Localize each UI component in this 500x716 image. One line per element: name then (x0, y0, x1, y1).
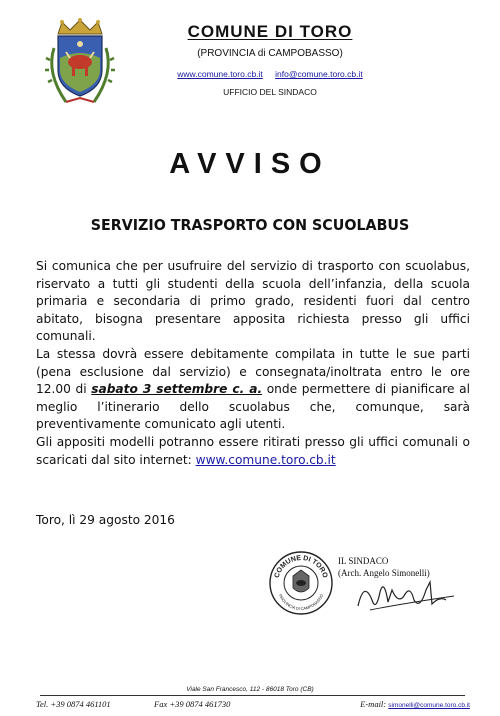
province: (PROVINCIA di CAMPOBASSO) (197, 48, 343, 59)
paragraph-1: Si comunica che per usufruire del servizio di trasporto con scuolabus, riservato a tutti gli studenti della scuola dell’infanzia, della scuola primaria e secondaria di primo grado, residenti fuori dal centro abitato, bisogna presentare apposita richiesta presso gli uffici comunali. (36, 259, 470, 344)
footer-email-link[interactable]: simonelli@comune.toro.cb.it (388, 702, 470, 709)
notice-title: AVVISO (169, 148, 331, 180)
date-line: Toro, lì 29 agosto 2016 (36, 513, 175, 527)
office-name: UFFICIO DEL SINDACO (223, 87, 317, 97)
site-link[interactable]: www.comune.toro.cb.it (195, 452, 336, 467)
coat-of-arms-icon (44, 18, 116, 106)
handwritten-signature (350, 570, 460, 618)
footer-address: Viale San Francesco, 112 - 86018 Toro (CB) (186, 686, 314, 693)
notice-body (36, 258, 470, 469)
footer-contacts (36, 699, 470, 709)
contact-links (130, 69, 410, 79)
deadline: sabato 3 settembre c. a. (91, 382, 263, 397)
svg-text:COMUNE DI TORO: COMUNE DI TORO (273, 554, 329, 579)
municipal-seal-icon (268, 550, 334, 616)
signer-name: (Arch. Angelo Simonelli) (338, 568, 430, 578)
svg-text:PROVINCIA DI CAMPOBASSO: PROVINCIA DI CAMPOBASSO (277, 593, 325, 612)
signer-title: IL SINDACO (338, 556, 389, 566)
paragraph-2: La stessa dovrà essere debitamente compilata in tutte le sue parti (pena esclusione dal servizio) e consegnata/inoltrata entro le ore 12.00 di sabato 3 settembre c. a. onde permettere di pianificare al meglio l’itinerario dello scuolabus che, comunque, sarà preventivamente comunicato agli utenti. (36, 346, 470, 432)
footer-phone: Tel. +39 0874 461101 (36, 699, 111, 709)
email-link[interactable]: info@comune.toro.cb.it (275, 69, 363, 79)
footer-divider (40, 695, 465, 696)
notice-subject: SERVIZIO TRASPORTO CON SCUOLABUS (90, 216, 410, 234)
footer-email: E-mail: simonelli@comune.toro.cb.it (360, 699, 470, 709)
paragraph-3: Gli appositi modelli potranno essere ritirati presso gli uffici comunali o scaricati dal sito internet: www.comune.toro.cb.it (36, 434, 470, 467)
letterhead (130, 22, 410, 97)
municipality-name: COMUNE DI TORO (187, 22, 353, 41)
footer-fax: Fax +39 0874 461730 (154, 699, 231, 709)
website-link[interactable]: www.comune.toro.cb.it (177, 69, 263, 79)
